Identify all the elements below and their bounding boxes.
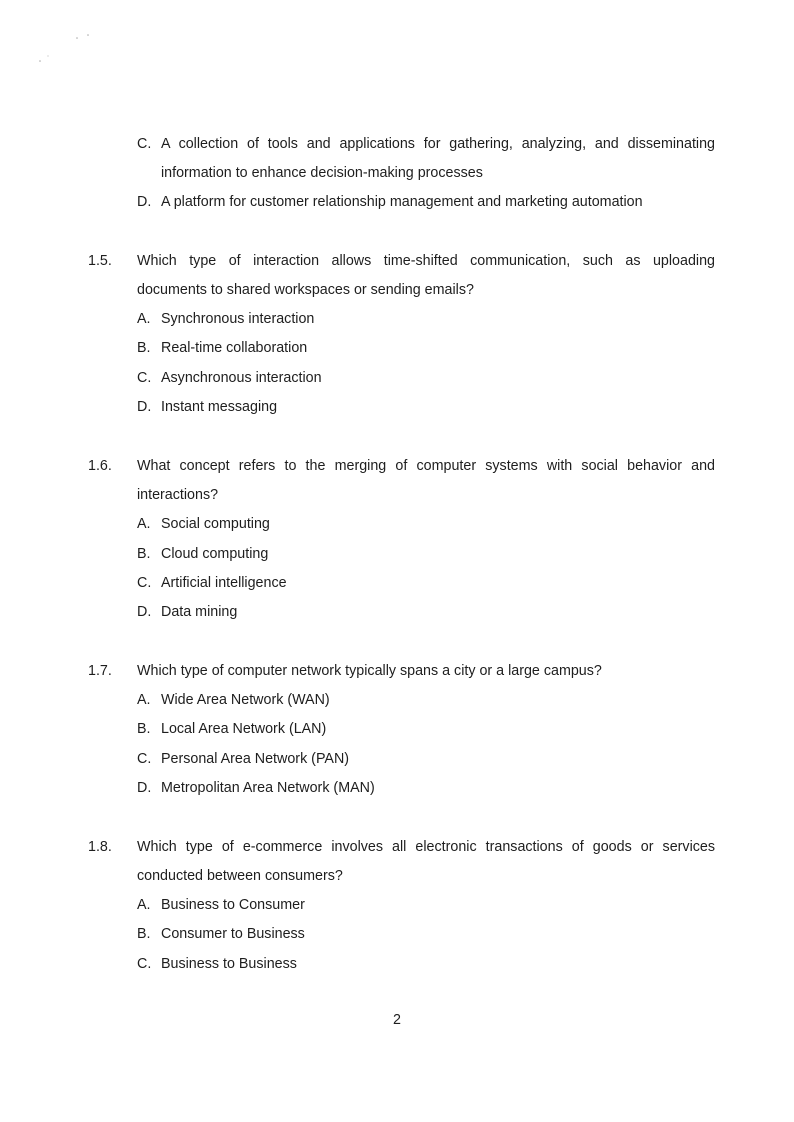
speck	[87, 34, 89, 36]
option-d	[137, 779, 375, 797]
scan-specks	[0, 0, 200, 100]
option-letter: D.	[137, 399, 152, 415]
option-c	[137, 750, 349, 768]
option-text: Social computing	[161, 516, 270, 532]
option-a	[137, 515, 270, 533]
option-text: Cloud computing	[161, 546, 269, 562]
speck	[76, 37, 78, 39]
option-a	[137, 896, 305, 914]
option-letter: C.	[137, 956, 152, 972]
option-row-continued-d	[137, 193, 643, 211]
speck	[39, 60, 41, 62]
option-letter: A.	[137, 516, 151, 532]
option-text: Real-time collaboration	[161, 340, 308, 356]
option-letter: B.	[137, 926, 151, 942]
option-b	[137, 339, 307, 357]
question-number: 1.6.	[88, 458, 112, 474]
option-text: Business to Business	[161, 956, 297, 972]
option-b	[137, 925, 305, 943]
question-text-continuation: documents to shared workspaces or sending emails?	[137, 282, 474, 298]
option-text: Business to Consumer	[161, 897, 305, 913]
option-text: Local Area Network (LAN)	[161, 721, 327, 737]
question-number: 1.5.	[88, 253, 112, 269]
option-text: A platform for customer relationship management and marketing automation	[161, 194, 643, 210]
question-text: Which type of computer network typically spans a city or a large campus?	[137, 663, 602, 679]
option-c	[137, 369, 322, 387]
question-text: What concept refers to the merging of computer systems with social behavior and	[137, 458, 715, 474]
option-letter: D.	[137, 604, 152, 620]
option-c	[137, 955, 297, 973]
option-letter: C.	[137, 751, 152, 767]
option-letter: A.	[137, 897, 151, 913]
option-text: Artificial intelligence	[161, 575, 287, 591]
option-text-continuation: information to enhance decision-making processes	[161, 165, 483, 181]
option-a	[137, 691, 330, 709]
question-number: 1.8.	[88, 839, 112, 855]
option-text: Personal Area Network (PAN)	[161, 751, 350, 767]
option-text: Data mining	[161, 604, 238, 620]
option-text: Synchronous interaction	[161, 311, 315, 327]
option-letter: D.	[137, 780, 152, 796]
question-number: 1.7.	[88, 663, 112, 679]
page-number: 2	[393, 1012, 401, 1028]
option-letter: C.	[137, 575, 152, 591]
option-letter: A.	[137, 692, 151, 708]
option-a	[137, 310, 314, 328]
option-text: A collection of tools and applications for gathering, analyzing, and disseminating	[161, 136, 715, 152]
option-letter: C.	[137, 370, 152, 386]
speck	[47, 55, 48, 56]
option-text: Instant messaging	[161, 399, 278, 415]
question-text: Which type of e-commerce involves all electronic transactions of goods or services	[137, 839, 715, 855]
option-text-line	[137, 135, 715, 153]
option-text: Asynchronous interaction	[161, 370, 322, 386]
question-text: Which type of interaction allows time-shifted communication, such as uploading	[137, 253, 715, 269]
option-text: Consumer to Business	[161, 926, 305, 942]
option-letter: D.	[137, 194, 152, 210]
option-letter: C.	[137, 136, 152, 152]
option-b	[137, 720, 326, 738]
option-letter: A.	[137, 311, 151, 327]
option-d	[137, 603, 237, 621]
option-d	[137, 398, 277, 416]
option-text: Wide Area Network (WAN)	[161, 692, 330, 708]
question-text-continuation: interactions?	[137, 487, 219, 503]
option-text: Metropolitan Area Network (MAN)	[161, 780, 375, 796]
question-text-continuation: conducted between consumers?	[137, 868, 343, 884]
option-row-continued-c	[137, 135, 715, 153]
option-letter: B.	[137, 546, 151, 562]
option-letter: B.	[137, 340, 151, 356]
option-b	[137, 545, 268, 563]
option-c	[137, 574, 287, 592]
option-letter: B.	[137, 721, 151, 737]
